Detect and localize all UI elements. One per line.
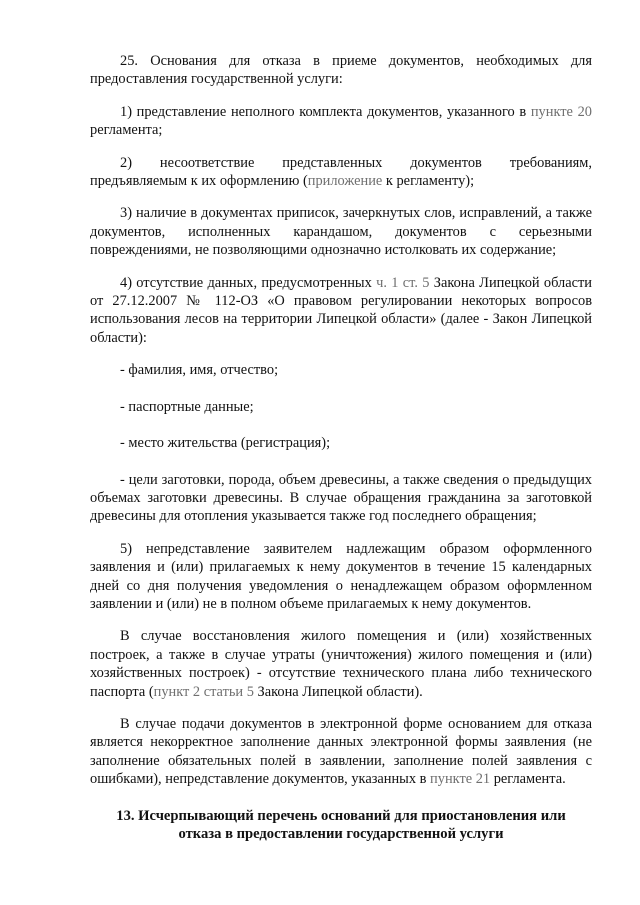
paragraph-text: регламента; (90, 122, 163, 139)
paragraph (90, 627, 592, 701)
paragraph-text: В случае восстановления жилого помещения и (или) хозяйственных построек, а также в случае утраты (уничтожения) жилого помещения и (или) хозяйственных построек) - отсутствие технического плана либо технического паспорта ( (90, 628, 592, 700)
paragraph-text: 25. Основания для отказа в приеме документов, необходимых для предоставления государственной услуги: (90, 53, 592, 88)
paragraph-text: Закона Липецкой области от 27.12.2007 № 112-ОЗ «О правовом регулировании некоторых вопросов использования лесов на территории Липецкой области» (далее - Закон Липецкой области): (90, 274, 593, 346)
list-item (90, 361, 592, 379)
paragraph (90, 154, 592, 191)
paragraph-text: - цели заготовки, порода, объем древесины, а также сведения о предыдущих объемах заготовки древесины. В случае обращения гражданина за заготовкой древесины для отопления указывается также год последнего обращения; (90, 471, 592, 525)
legal-reference-link[interactable]: ч. 1 ст. 5 (376, 274, 430, 291)
paragraph (90, 274, 592, 348)
paragraph-text: - место жительства (регистрация); (120, 435, 331, 452)
paragraph-text: 3) наличие в документах приписок, зачеркнутых слов, исправлений, а также документов, исполненных карандашом, документов с серьезными повреждениями, не позволяющими однозначно истолковать их содержание; (90, 205, 592, 259)
legal-reference-link[interactable]: пункт 2 статьи 5 (153, 683, 254, 700)
legal-reference-link[interactable]: приложение (307, 173, 383, 190)
paragraph (90, 103, 592, 140)
paragraph-text: 4) отсутствие данных, предусмотренных (120, 274, 377, 291)
paragraph (90, 540, 592, 614)
legal-reference-link[interactable]: пункте 20 (530, 103, 592, 120)
paragraph-text: к регламенту); (382, 173, 475, 190)
document-body (90, 52, 592, 789)
paragraph (90, 715, 592, 789)
section-heading: 13. Исчерпывающий перечень оснований для приостановления или отказа в предоставлении государственной услуги (116, 807, 566, 843)
paragraph-text: 5) непредставление заявителем надлежащим образом оформленного заявления и (или) прилагаемых к нему документов в течение 15 календарных дней со дня получения уведомления о ненадлежащем образом оформленном заявлении и (или) не в полном объеме прилагаемых к нему документов. (90, 540, 592, 612)
list-item (90, 398, 592, 416)
paragraph (90, 471, 592, 526)
list-item (90, 434, 592, 452)
paragraph-text: 1) представление неполного комплекта документов, указанного в (120, 103, 531, 120)
legal-reference-link[interactable]: пункте 21 (430, 771, 491, 788)
paragraph-text: - паспортные данные; (120, 398, 254, 415)
paragraph-text: Закона Липецкой области). (253, 683, 423, 700)
paragraph-text: 2) несоответствие представленных документов требованиям, предъявляемым к их оформлению ( (90, 154, 592, 190)
paragraph (90, 52, 592, 89)
paragraph-text: - фамилия, имя, отчество; (120, 362, 279, 379)
paragraph-text: В случае подачи документов в электронной форме основанием для отказа является некорректное заполнение данных электронной формы заявления (не заполнение обязательных полей в заявлении, заполнение полей заявления с ошибками), непредставление документов, указанных в (90, 715, 592, 788)
paragraph (90, 204, 592, 259)
paragraph-text: регламента. (490, 771, 566, 788)
